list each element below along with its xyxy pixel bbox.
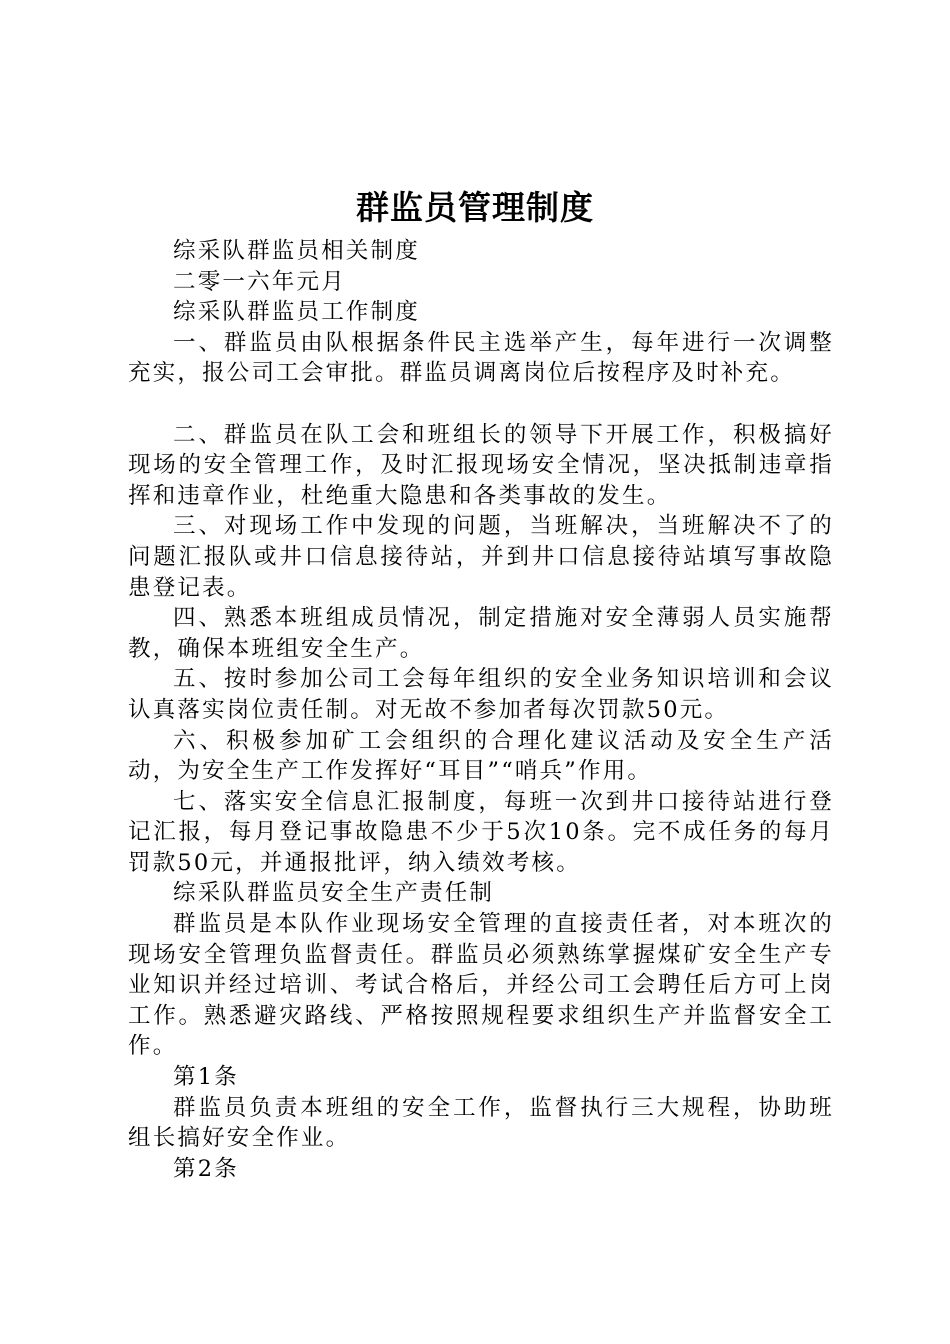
paragraph-item-3: 三、对现场工作中发现的问题，当班解决，当班解决不了的问题汇报队或井口信息接待站，并到井口信息接待站填写事故隐患登记表。 (128, 513, 834, 601)
paragraph-item-6: 六、积极参加矿工会组织的合理化建议活动及安全生产活动，为安全生产工作发挥好“耳目”“哨兵”作用。 (128, 727, 834, 785)
article-heading-1: 第1条 (173, 1064, 239, 1091)
section-heading-work-system: 综采队群监员工作制度 (173, 299, 421, 326)
section-heading-responsibility: 综采队群监员安全生产责任制 (173, 880, 495, 907)
paragraph-item-4: 四、熟悉本班组成员情况，制定措施对安全薄弱人员实施帮教，确保本班组安全生产。 (128, 605, 834, 662)
paragraph-item-5: 五、按时参加公司工会每年组织的安全业务知识培训和会议认真落实岗位责任制。对无故不参加者每次罚款50元。 (128, 666, 834, 723)
paragraph-subtitle: 综采队群监员相关制度 (173, 238, 421, 264)
paragraph-responsibility: 群监员是本队作业现场安全管理的直接责任者，对本班次的现场安全管理负监督责任。群监员必须熟练掌握煤矿安全生产专业知识并经过培训、考试合格后，并经公司工会聘任后方可上岗工作。熟悉避灾路线、严格按照规程要求组织生产并监督安全工作。 (128, 911, 834, 1060)
article-heading-2: 第2条 (173, 1155, 239, 1182)
document-title: 群监员管理制度 (356, 188, 594, 227)
article-1-text: 群监员负责本班组的安全工作，监督执行三大规程，协助班组长搞好安全作业。 (128, 1094, 834, 1152)
document-body (128, 236, 834, 1184)
paragraph-date: 二零一六年元月 (173, 268, 346, 295)
paragraph-item-2: 二、群监员在队工会和班组长的领导下开展工作，积极搞好现场的安全管理工作，及时汇报现场安全情况，坚决抵制违章指挥和违章作业，杜绝重大隐患和各类事故的发生。 (128, 421, 834, 509)
paragraph-item-1: 一、群监员由队根据条件民主选举产生，每年进行一次调整充实，报公司工会审批。群监员调离岗位后按程序及时补充。 (128, 329, 834, 387)
paragraph-item-7: 七、落实安全信息汇报制度，每班一次到井口接待站进行登记汇报，每月登记事故隐患不少于5次10条。完不成任务的每月罚款50元，并通报批评，纳入绩效考核。 (128, 788, 834, 876)
